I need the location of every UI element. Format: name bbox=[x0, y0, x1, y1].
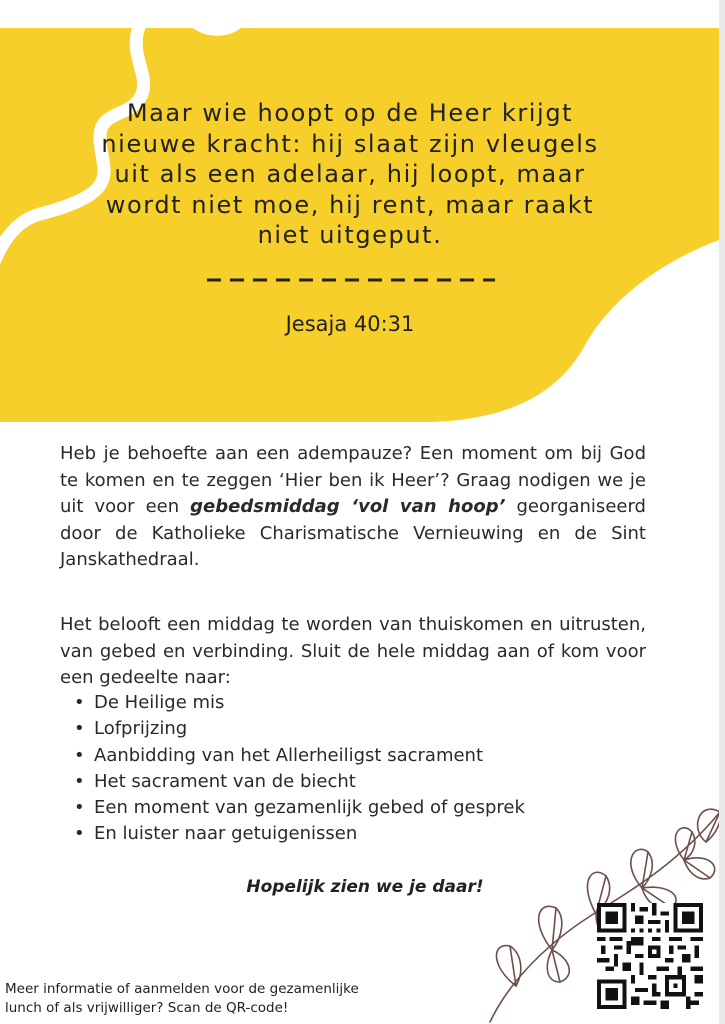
intro-text-1: Heb je behoefte aan een adempauze? Een moment om bij God te komen en te zeggen ‘Hier ben ik Heer’? Graag nodigen we je uit voor een bbox=[60, 443, 646, 518]
list-item: • Een moment van gezamenlijk gebed of gesprek bbox=[68, 795, 525, 821]
bible-quote: Maar wie hoopt op de Heer krijgt nieuwe kracht: hij slaat zijn vleugels uit als een adelaar, hij loopt, maar wordt niet moe, hij rent, maar raakt niet uitgeput. bbox=[101, 99, 599, 249]
event-name: gebedsmiddag ‘vol van hoop’ bbox=[190, 496, 506, 518]
footer-line-1: Meer informatie of aanmelden voor de gezamenlijke bbox=[5, 981, 359, 997]
program-list bbox=[68, 690, 525, 848]
list-item: • Lofprijzing bbox=[68, 716, 525, 742]
program-intro: Het belooft een middag te worden van thuiskomen en uitrusten, van gebed en verbinding. Sluit de hele middag aan of kom voor een gedeelte naar: bbox=[60, 614, 646, 689]
list-item: • Het sacrament van de biecht bbox=[68, 769, 525, 795]
intro-text-2: georganiseerd door de Katholieke Charismatische Vernieuwing en de Sint Janskathedraal. bbox=[60, 496, 646, 571]
footer-line-2: lunch of als vrijwilliger? Scan de QR-code! bbox=[5, 1000, 289, 1016]
qr-code-icon[interactable] bbox=[597, 903, 703, 1009]
list-item: • En luister naar getuigenissen bbox=[68, 821, 525, 847]
page-edge bbox=[719, 0, 725, 1024]
list-item: • Aanbidding van het Allerheiligst sacrament bbox=[68, 743, 525, 769]
list-item: • De Heilige mis bbox=[68, 690, 525, 716]
footer-info bbox=[5, 980, 445, 1018]
closing-line: Hopelijk zien we je daar! bbox=[246, 877, 484, 897]
intro-paragraph bbox=[60, 441, 646, 574]
quote-reference: Jesaja 40:31 bbox=[285, 312, 415, 336]
dashed-divider bbox=[205, 277, 497, 283]
